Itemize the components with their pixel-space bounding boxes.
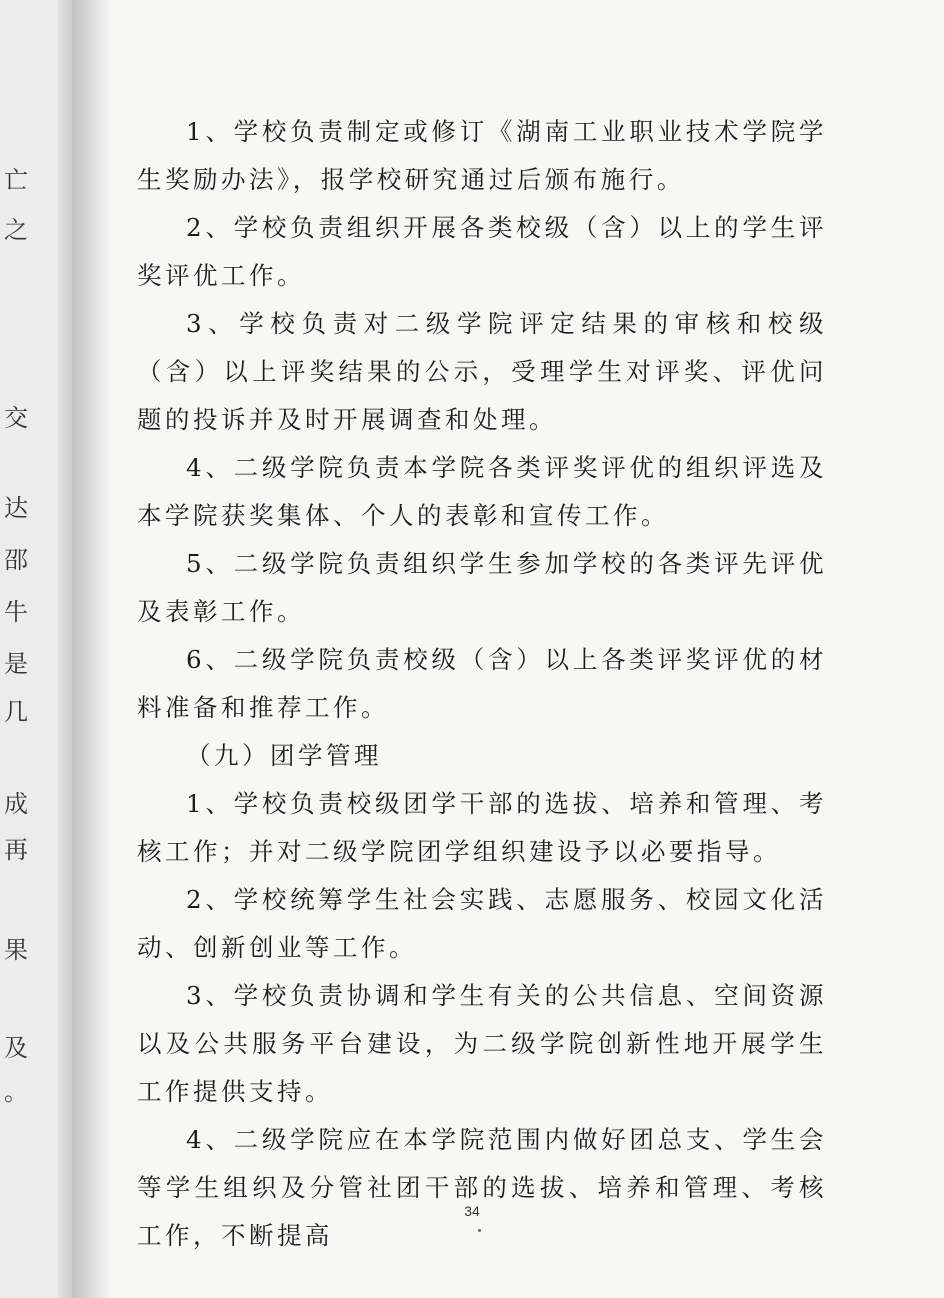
paragraph-1: 1、学校负责制定或修订《湖南工业职业技术学院学生奖励办法》，报学校研究通过后颁布施行。 [137, 117, 827, 194]
margin-fragment: 再 [4, 836, 28, 864]
section-paragraph-1: 1、学校负责校级团学干部的选拔、培养和管理、考核工作；并对二级学院团学组织建设予以必要指导。 [137, 789, 827, 866]
margin-fragment: 之 [4, 216, 28, 244]
margin-fragment: 成 [4, 790, 28, 818]
section-heading: （九）团学管理 [186, 741, 382, 770]
paragraph-5: 5、二级学院负责组织学生参加学校的各类评先评优及表彰工作。 [137, 549, 827, 626]
margin-fragment: 果 [4, 936, 28, 964]
paragraph-3: 3、学校负责对二级学院评定结果的审核和校级（含）以上评奖结果的公示，受理学生对评奖、评优问题的投诉并及时开展调查和处理。 [137, 309, 827, 434]
margin-fragment: 亡 [4, 166, 28, 194]
margin-fragment: 达 [4, 494, 28, 522]
scan-dot [478, 1229, 481, 1232]
paragraph-4: 4、二级学院负责本学院各类评奖评优的组织评选及本学院获奖集体、个人的表彰和宣传工作。 [137, 453, 827, 530]
section-paragraph-2: 2、学校统筹学生社会实践、志愿服务、校园文化活动、创新创业等工作。 [137, 885, 827, 962]
margin-fragment: 是 [4, 650, 28, 678]
margin-fragment: 邵 [4, 546, 28, 574]
section-paragraph-4: 4、二级学院应在本学院范围内做好团总支、学生会等学生组织及分管社团干部的选拔、培养和管理、考核工作，不断提高 [137, 1125, 827, 1250]
paragraph-2: 2、学校负责组织开展各类校级（含）以上的学生评奖评优工作。 [137, 213, 827, 290]
paragraph-6: 6、二级学院负责校级（含）以上各类评奖评优的材料准备和推荐工作。 [137, 645, 827, 722]
margin-fragment: 及 [4, 1034, 28, 1062]
margin-fragment: 牛 [4, 598, 28, 626]
margin-fragment: 。 [4, 1078, 28, 1106]
margin-fragment: 几 [4, 698, 28, 726]
section-paragraph-3: 3、学校负责协调和学生有关的公共信息、空间资源以及公共服务平台建设，为二级学院创新性地开展学生工作提供支持。 [137, 981, 827, 1106]
page-number: 34 [464, 1203, 480, 1219]
margin-fragment: 交 [4, 404, 28, 432]
body-text [137, 108, 827, 1260]
